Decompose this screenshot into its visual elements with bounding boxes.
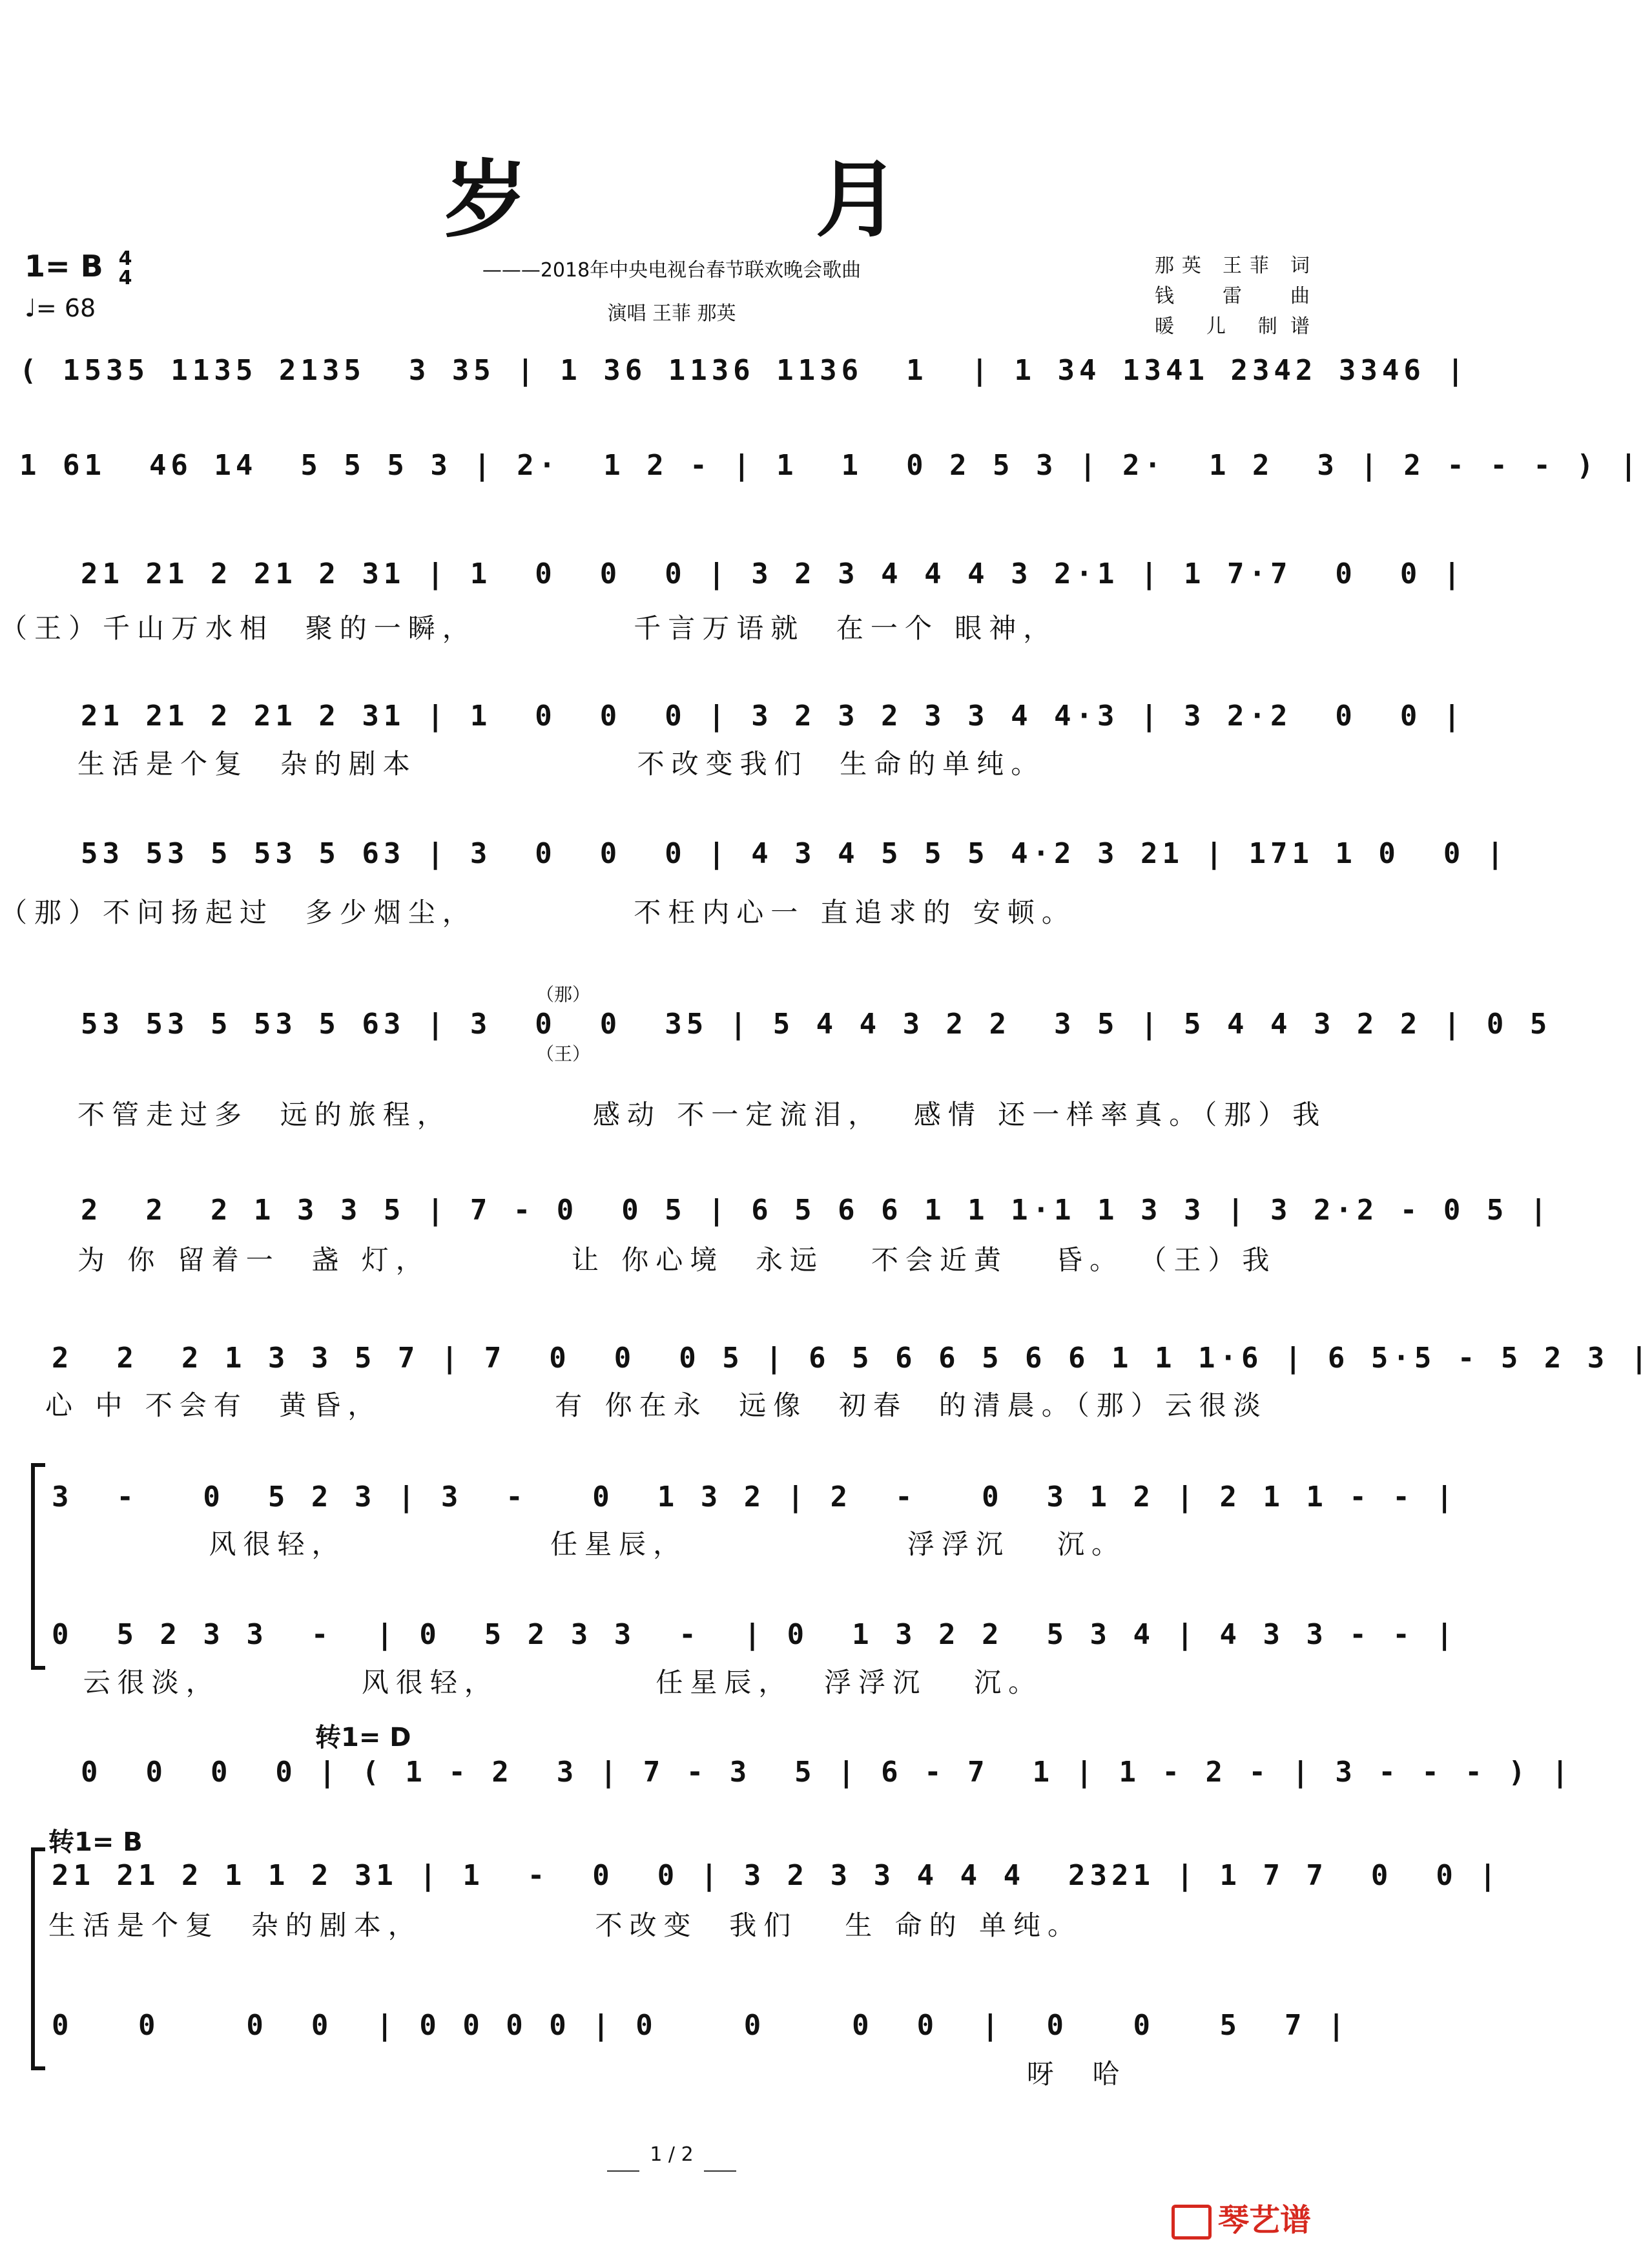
brand-logo	[1172, 2195, 1311, 2240]
lyric-line-7: 为 你 留着一 盏 灯， 让 你心境 永远 不会近黄 昏。 （王）我	[77, 1244, 1277, 1276]
logo-icon	[1172, 2205, 1212, 2240]
credit-arranger: 暖 儿 制谱	[1155, 315, 1310, 338]
credit-music: 钱 雷 曲	[1155, 285, 1310, 307]
score-line-3: 21 21 2 21 2 31 | 1 0 0 0 | 3 2 3 4 4 4 3 2·1 | 1 7·7 0 0 |	[81, 557, 1465, 590]
lyric-line-10: 云很淡， 风很轻， 任星辰， 浮浮沉 沉。	[52, 1667, 1043, 1698]
voice-mark-na: （那）	[536, 984, 591, 1005]
score-line-10: 0 5 2 3 3 - | 0 5 2 3 3 - | 0 1 3 2 2 5 3 4 | 4 3 3 - - |	[52, 1618, 1458, 1651]
subtitle: ———2018年中央电视台春节联欢晚会歌曲	[482, 259, 862, 282]
score-line-6: 53 53 5 53 5 63 | 3 0 0 35 | 5 4 4 3 2 2 3 5 | 5 4 4 3 2 2 | 0 5	[81, 1008, 1552, 1041]
score-line-9: 3 - 0 5 2 3 | 3 - 0 1 3 2 | 2 - 0 3 1 2 | 2 1 1 - - |	[52, 1481, 1458, 1513]
singers: 演唱 王菲 那英	[607, 302, 736, 325]
lyric-line-9: 风很轻， 任星辰， 浮浮沉 沉。	[52, 1528, 1126, 1560]
tempo-marking: ♩= 68	[25, 294, 96, 322]
page-underline-left	[607, 2170, 639, 2172]
voice-mark-wang: （王）	[536, 1043, 591, 1065]
key-text: 1= B	[25, 249, 103, 284]
page-number: 1 / 2	[650, 2143, 694, 2166]
credits	[1155, 251, 1310, 342]
credit-lyrics: 那英 王菲 词	[1155, 255, 1310, 277]
score-line-5: 53 53 5 53 5 63 | 3 0 0 0 | 4 3 4 5 5 5 4·2 3 21 | 171 1 0 0 |	[81, 837, 1509, 870]
page-underline-right	[704, 2170, 736, 2172]
modulation-d: 转1= D	[315, 1723, 411, 1752]
score-line-11: 0 0 0 0 | ( 1 - 2 3 | 7 - 3 5 | 6 - 7 1 | 1 - 2 - | 3 - - - ) |	[81, 1756, 1573, 1789]
logo-text: 琴艺谱	[1217, 2202, 1311, 2238]
time-top: 4	[118, 247, 132, 270]
score-line-12: 21 21 2 1 1 2 31 | 1 - 0 0 | 3 2 3 3 4 4 4 2321 | 1 7 7 0 0 |	[52, 1859, 1501, 1892]
lyric-line-3: （王）千山万水相 聚的一瞬， 千言万语就 在一个 眼神，	[0, 612, 1058, 644]
time-bottom: 4	[118, 266, 132, 289]
lyric-line-12: 生活是个复 杂的剧本， 不改变 我们 生 命的 单纯。	[48, 1909, 1082, 1941]
duet-bracket-1	[31, 1463, 35, 1670]
score-line-13: 0 0 0 0 | 0 0 0 0 | 0 0 0 0 | 0 0 5 7 |	[52, 2009, 1350, 2042]
lyric-line-5: （那）不问扬起过 多少烟尘， 不枉内心一 直追求的 安顿。	[0, 897, 1076, 928]
lyric-line-8: 心 中 不会有 黄昏， 有 你在永 远像 初春 的清晨。（那）云很淡	[45, 1389, 1268, 1421]
lyric-line-6: 不管走过多 远的旅程， 感动 不一定流泪， 感情 还一样率真。（那）我	[77, 1099, 1327, 1130]
lyric-line-13: 呀 哈	[52, 2058, 1127, 2090]
score-line-7: 2 2 2 1 3 3 5 | 7 - 0 0 5 | 6 5 6 6 1 1 1·1 1 3 3 | 3 2·2 - 0 5 |	[81, 1194, 1552, 1227]
song-title: 岁 月	[444, 150, 1029, 249]
score-line-1: ( 1535 1135 2135 3 35 | 1 36 1136 1136 1 | 1 34 1341 2342 3346 |	[19, 354, 1469, 387]
score-line-8: 2 2 2 1 3 3 5 7 | 7 0 0 0 5 | 6 5 6 6 5 6 6 1 1 1·6 | 6 5·5 - 5 2 3 |	[52, 1342, 1652, 1375]
modulation-b: 转1= B	[48, 1827, 143, 1857]
score-line-4: 21 21 2 21 2 31 | 1 0 0 0 | 3 2 3 2 3 3 4 4·3 | 3 2·2 0 0 |	[81, 700, 1465, 733]
score-line-2: 1 61 46 14 5 5 5 3 | 2· 1 2 - | 1 1 0 2 5 3 | 2· 1 2 3 | 2 - - - ) |	[19, 449, 1642, 482]
lyric-line-4: 生活是个复 杂的剧本 不改变我们 生命的单纯。	[77, 748, 1046, 780]
duet-bracket-2	[31, 1847, 35, 2070]
